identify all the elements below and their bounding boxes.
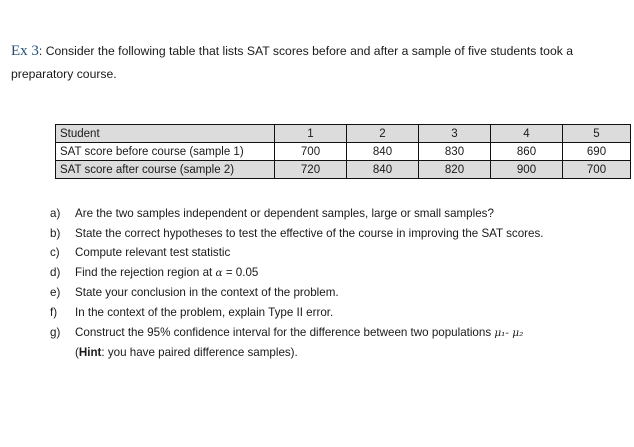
- question-text: State your conclusion in the context of the problem.: [75, 286, 339, 300]
- question-marker: d): [50, 265, 61, 279]
- table-row-after: [56, 161, 631, 179]
- question-item: [50, 224, 544, 244]
- question-item: [50, 243, 544, 263]
- question-text: Compute relevant test statistic: [75, 246, 231, 260]
- question-item: [50, 263, 544, 284]
- table-cell: 830: [419, 143, 491, 161]
- table-cell: 700: [563, 161, 631, 179]
- table-cell: 840: [347, 161, 419, 179]
- exercise-heading: [11, 40, 611, 86]
- table-cell: 1: [275, 125, 347, 143]
- question-marker: b): [50, 226, 61, 240]
- table-cell: SAT score before course (sample 1): [56, 143, 275, 161]
- question-marker: a): [50, 207, 61, 220]
- question-marker: f): [50, 305, 58, 319]
- question-item: [50, 283, 544, 303]
- question-marker: c): [50, 246, 60, 260]
- hint-text: : you have paired difference samples).: [101, 346, 298, 360]
- question-item-continuation: (Hint: you have paired difference samples).: [75, 346, 298, 360]
- question-text: In the context of the problem, explain Type II error.: [75, 305, 334, 319]
- question-item: [50, 204, 544, 224]
- alpha-symbol: α: [215, 266, 223, 279]
- sat-scores-table: [55, 124, 631, 179]
- question-item: [50, 303, 544, 323]
- question-list: [50, 204, 544, 363]
- question-item: [50, 323, 544, 344]
- table-row-before: [56, 143, 631, 161]
- table-cell: SAT score after course (sample 2): [56, 161, 275, 179]
- table-cell: 5: [563, 125, 631, 143]
- hint-label: Hint: [78, 346, 102, 360]
- table-cell: 690: [563, 143, 631, 161]
- table-cell: 720: [275, 161, 347, 179]
- table-cell: 2: [347, 125, 419, 143]
- question-marker: g): [50, 325, 61, 339]
- question-text: Find the rejection region at: [75, 265, 216, 279]
- question-text: Are the two samples independent or dependent samples, large or small samples?: [75, 207, 494, 220]
- table-cell: Student: [56, 125, 275, 143]
- exercise-intro: : Consider the following table that lists SAT scores before and after a sample of five students took a preparatory course.: [11, 44, 573, 81]
- table-cell: 4: [491, 125, 563, 143]
- question-text-suffix: = 0.05: [222, 265, 259, 279]
- table-cell: 3: [419, 125, 491, 143]
- mu-difference-symbol: μ₁- μ₂: [494, 326, 524, 339]
- table-cell: 840: [347, 143, 419, 161]
- table-cell: 700: [275, 143, 347, 161]
- table-cell: 900: [491, 161, 563, 179]
- table-cell: 860: [491, 143, 563, 161]
- question-marker: e): [50, 286, 61, 300]
- table-cell: 820: [419, 161, 491, 179]
- exercise-label: Ex 3: [11, 43, 39, 59]
- table-row-student: [56, 125, 631, 143]
- question-text: State the correct hypotheses to test the effective of the course in improving the SAT scores.: [75, 226, 544, 240]
- question-text: Construct the 95% confidence interval for the difference between two populations: [75, 325, 495, 339]
